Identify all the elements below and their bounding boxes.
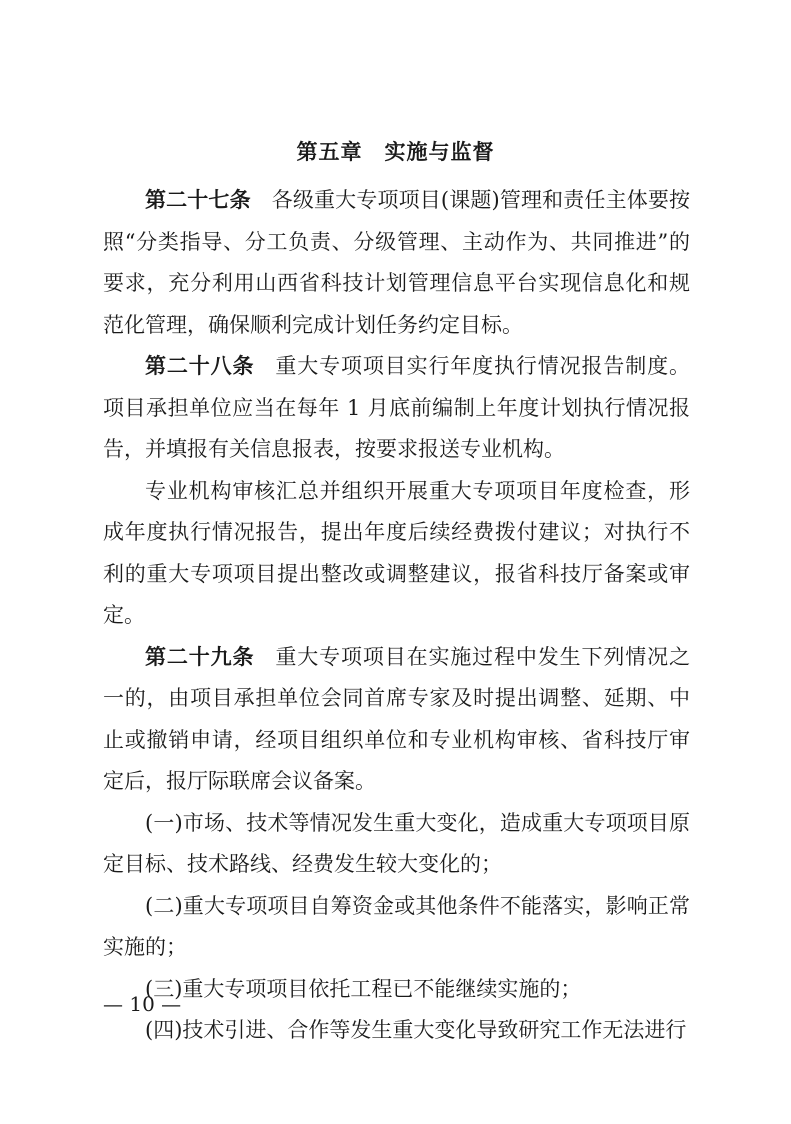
paragraph-text: 专业机构审核汇总并组织开展重大专项项目年度检查，形成年度执行情况报告，提出年度后续经费拨付建议；对执行不利的重大专项项目提出整改或调整建议，报省科技厅备案或审定。 <box>103 478 690 627</box>
paragraph-text: (四)技术引进、合作等发生重大变化导致研究工作无法进行 <box>145 1018 687 1042</box>
list-item-4 <box>103 1010 690 1052</box>
list-item-2 <box>103 886 690 969</box>
paragraph-text: (三)重大专项项目依托工程已不能继续实施的； <box>145 976 582 1001</box>
paragraph-text: 重大专项项目实行年度执行情况报告制度。项目承担单位应当在每年 1 月底前编制上年度计划执行情况报告，并填报有关信息报表，按要求报送专业机构。 <box>103 354 691 461</box>
paragraph-text: 各级重大专项项目(课题)管理和责任主体要按照“分类指导、分工负责、分级管理、主动作为、共同推进”的要求，充分利用山西省科技计划管理信息平台实现信息化和规范化管理，确保顺利完成计划任务约定目标。 <box>103 188 691 337</box>
article-number: 第二十九条 <box>145 644 255 669</box>
article-28-paragraph <box>103 346 690 471</box>
paragraph-text: (一)市场、技术等情况发生重大变化，造成重大专项项目原定目标、技术路线、经费发生较大变化的； <box>103 810 690 876</box>
article-27-paragraph <box>103 180 690 346</box>
page-number: — 10 — <box>103 992 182 1016</box>
paragraph-text: (二)重大专项项目自筹资金或其他条件不能落实，影响正常实施的； <box>103 893 690 959</box>
list-item-1 <box>103 803 690 886</box>
article-number: 第二十八条 <box>145 354 255 378</box>
list-item-3 <box>103 969 690 1011</box>
article-29-paragraph <box>103 637 690 803</box>
paragraph-text: 重大专项项目在实施过程中发生下列情况之一的，由项目承担单位会同首席专家及时提出调整、延期、中止或撤销申请，经项目组织单位和专业机构审核、省科技厅审定后，报厅际联席会议备案。 <box>103 644 691 793</box>
article-number: 第二十七条 <box>145 188 251 212</box>
article-28-continuation <box>103 471 690 637</box>
document-body <box>103 180 690 1052</box>
chapter-title: 第五章 实施与监督 <box>296 140 495 164</box>
